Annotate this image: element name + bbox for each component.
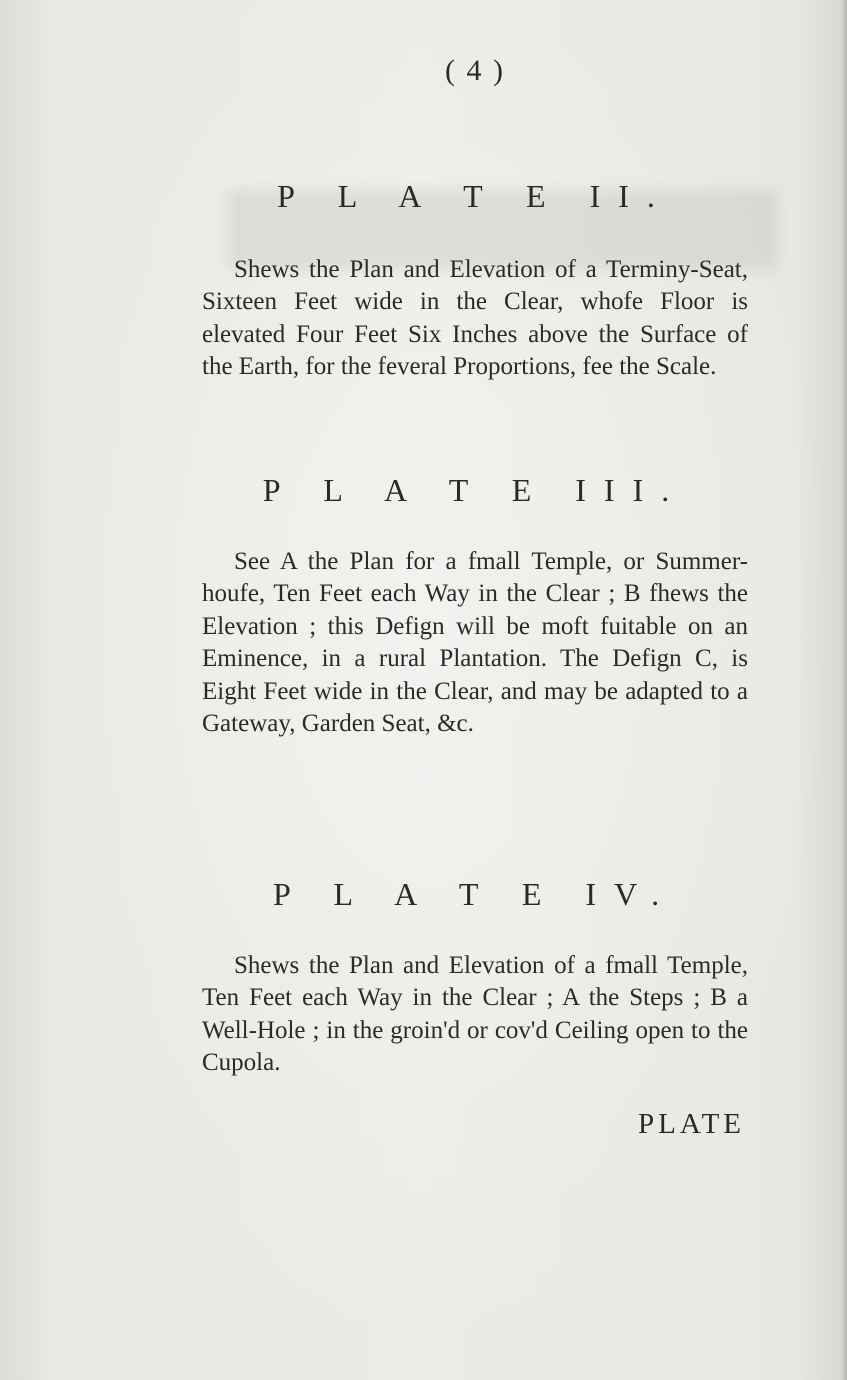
page-number: ( 4 ) [445,54,505,87]
plate-iv-heading: P L A T E IV. [272,876,678,912]
catchword: PLATE [638,1108,745,1140]
plate-iii-text: See A the Plan for a fmall Temple, or Summer-houfe, Ten Feet each Way in the Clear ; B fhews the Elevation ; this Defign will be moft fuitable on an Eminence, in a rural Plantation. The Defign C, is Eight Feet wide in the Clear, and may be adapted to a Gateway, Garden Seat, &c. [202,548,748,738]
plate-iii-heading: P L A T E III. [262,472,688,508]
plate-ii-heading: P L A T E II. [277,178,673,214]
plate-iv-text: Shews the Plan and Elevation of a fmall Temple, Ten Feet each Way in the Clear ; A the Steps ; B a Well-Hole ; in the groin'd or cov'd Ceiling open to the Cupola. [202,952,748,1077]
plate-ii-text: Shews the Plan and Elevation of a Terminy-Seat, Sixteen Feet wide in the Clear, whofe Floor is elevated Four Feet Six Inches above the Surface of the Earth, for the feveral Proportions, fee the Scale. [202,256,748,381]
